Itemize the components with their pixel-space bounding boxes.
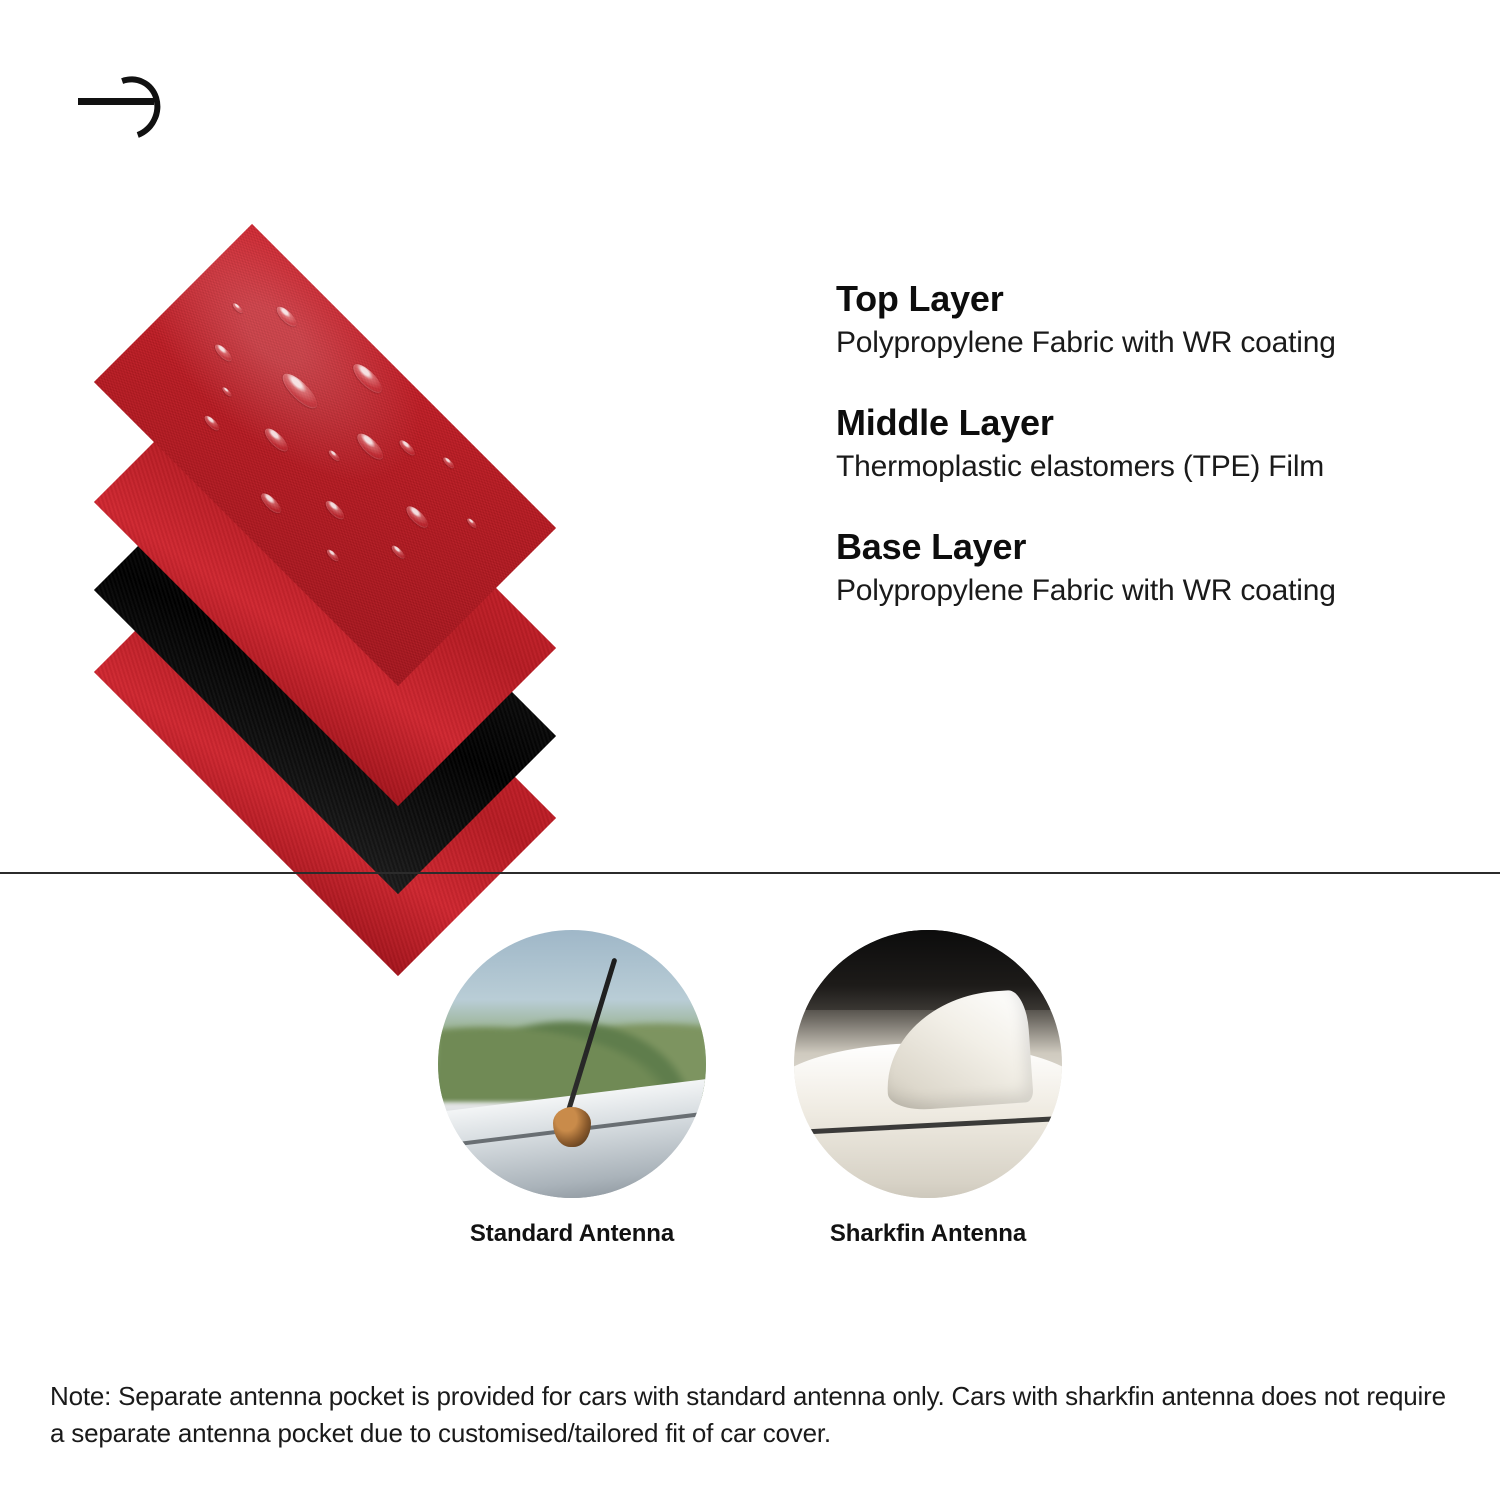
- note-text: Note: Separate antenna pocket is provided for cars with standard antenna only. Cars with sharkfin antenna does not require a separate antenna pocket due to customised/tailored fit of car cover.: [50, 1381, 1446, 1448]
- layer-entry-top: [836, 278, 1456, 360]
- antenna-item-standard: [438, 930, 706, 1248]
- water-droplet-icon: [221, 386, 233, 398]
- water-droplet-icon: [231, 302, 244, 315]
- antenna-caption: Sharkfin Antenna: [829, 1220, 1027, 1247]
- water-droplet-icon: [327, 449, 341, 463]
- water-droplet-icon: [442, 456, 456, 470]
- water-droplet-icon: [202, 414, 221, 433]
- water-droplet-icon: [258, 490, 284, 516]
- antenna-row: [0, 930, 1500, 1248]
- layer-title: Base Layer: [836, 526, 1027, 567]
- water-droplet-icon: [390, 544, 407, 561]
- antenna-item-sharkfin: [794, 930, 1062, 1248]
- layer-stack-illustration: [90, 210, 800, 770]
- layer-entry-base: [836, 526, 1456, 608]
- section-divider: [0, 872, 1500, 874]
- logo-bar-icon: [78, 98, 154, 105]
- layer-entry-middle: [836, 402, 1456, 484]
- layer-title: Middle Layer: [836, 402, 1054, 443]
- swoosh-logo-icon: [89, 66, 171, 150]
- brand-logo: [78, 70, 168, 132]
- standard-antenna-photo: [438, 930, 706, 1198]
- layer-description: Polypropylene Fabric with WR coating: [836, 574, 1336, 607]
- water-droplet-icon: [323, 498, 347, 522]
- water-droplet-icon: [466, 517, 478, 529]
- garage-ceiling: [794, 930, 1062, 1010]
- antenna-caption: Standard Antenna: [469, 1220, 675, 1247]
- antenna-base-icon: [553, 1107, 591, 1147]
- water-droplet-icon: [349, 360, 386, 397]
- water-droplet-icon: [325, 548, 340, 563]
- water-droplet-icon: [261, 425, 291, 455]
- layer-title: Top Layer: [836, 278, 1004, 319]
- layer-description: Thermoplastic elastomers (TPE) Film: [836, 450, 1325, 483]
- water-droplet-icon: [353, 429, 387, 463]
- water-droplet-icon: [397, 438, 417, 458]
- water-droplet-icon: [212, 342, 234, 364]
- layer-descriptions: [836, 278, 1456, 650]
- water-droplet-icon: [274, 304, 300, 330]
- antenna-comparison-section: [0, 930, 1500, 1248]
- water-droplet-icon: [278, 369, 322, 413]
- sharkfin-antenna-photo: [794, 930, 1062, 1198]
- water-droplet-icon: [403, 503, 431, 531]
- layer-description: Polypropylene Fabric with WR coating: [836, 326, 1336, 359]
